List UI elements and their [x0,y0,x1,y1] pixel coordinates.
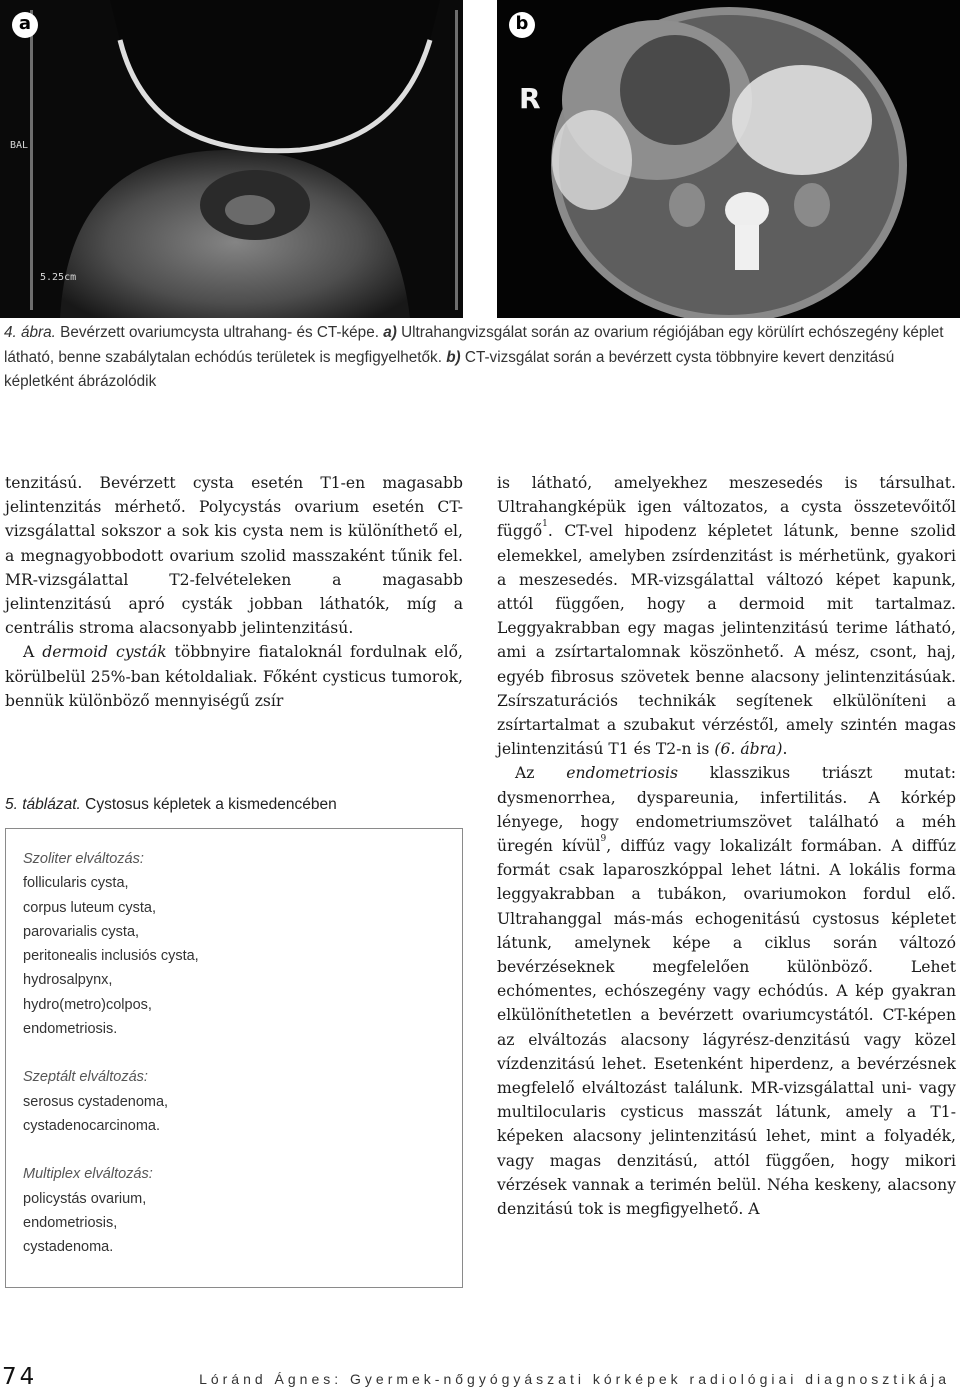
panel-a-label: a [12,12,38,38]
group-heading: Multiplex elváltozás: [23,1166,153,1183]
right-p2-a: Az [515,764,535,783]
ultrasound-image [0,0,463,318]
ultrasound-graphic [0,0,463,318]
table-item: endometriosis. [23,1021,118,1038]
figure-ref: (6. ábra) [714,740,783,759]
table-group [23,1065,462,1138]
reference-9: 9 [600,834,607,845]
ct-graphic [497,0,960,318]
group-heading: Szoliter elváltozás: [23,851,144,867]
left-p2-rest: többnyire fiataloknál fordulnak elő, körülbelül 25%-ban kétoldaliak. Főként cysticus tumorok, bennük különböző mennyiségű zsír [5,643,463,710]
right-p2-b: klasszikus triászt mutat: dysmenorrhea, dyspareunia, infertilitás. A kórkép lényege, hogy endometriumszövet található a méh üregén kívül [497,764,956,856]
panel-b-label: b [509,12,535,38]
table-item: hydrosalpynx, [23,972,113,989]
right-p2-c: , diffúz vagy lokalizált formában. A diffúz formát csak laparoszkóppal lehet látni. A lokális forma leggyakrabban a tubákon, ovariumokon fordul elő. Ultrahanggal más-más echogenitású cystosus képletet látunk, amelynek képe a ciklus során változó bevérzéseknek megfelelően különböző. Lehet echómentes, echószegény vagy echódús. A kép gyakran elkülöníthetetlen a bevérzett ovariumcystától. CT-képen az elváltozás alacsony lágyrész-denzitású vagy közel vízdenzitású lehet. Esetenként hiperdenz, a bevérzésnek megfelelő elváltozást találunk. MR-vizsgálattal uni- vagy multilocularis cysticus masszát látunk, amely a T1-képeken alacsony jelintenzitású lehet, mint a folyadék, vagy magas denzitású, attól függően, hogy mikori vérzések vannak a terimén belül. Néha keskeny, alacsony denzitású tok is megfigyelhető. A [497,837,956,1219]
left-paragraph-2 [5,640,463,713]
group-heading: Szeptált elváltozás: [23,1069,148,1086]
caption-b-label: b) [446,348,461,366]
ct-side-label: R [519,82,541,115]
left-p2-start: A [23,643,35,662]
right-p1-b: . CT-vel hipodenz képletet látunk, benne szolid elemekkel, amelyben zsírdenzitást is mérhetünk, gyakori a meszesedés. MR-vizsgálattal változó képet kapunk, attól függően, hogy a dermoid mit tartalmaz. Leggyakrabban egy magas jelintenzitású terime látható, ami a zsírtartalomnak köszönhető. A mész, csont, haj, egyéb fibrosus szövetek benne alacsony jelintenzitásúak. Zsírszaturációs technikák segítenek elkülöníteni a zsírtartalmat a szubakut vérzéstől, amely szintén magas jelintenzitású T1 és T2-n is [497,522,956,759]
reference-1: 1 [542,519,548,530]
ct-image [497,0,960,318]
table-item: endometriosis, [23,1214,118,1231]
table-item: hydro(metro)colpos, [23,996,152,1013]
page-footer [0,1364,960,1393]
table-number: 5. táblázat. [5,796,81,813]
table-item: parovarialis cysta, [23,923,140,940]
table-group [23,847,462,1041]
page-number: 74 [2,1364,38,1390]
table-item: policystás ovarium, [23,1190,147,1207]
right-paragraph-1 [497,471,956,761]
table-item: serosus cystadenoma, [23,1093,169,1110]
table-title-text: Cystosus képletek a kismedencében [85,796,337,813]
table-item: follicularis cysta, [23,875,129,892]
right-p1-a: is látható, amelyekhez meszesedés is társulhat. Ultrahangképük igen változatos, a cysta összetevőitől függő [497,474,956,541]
caption-lead: 4. ábra. [4,324,56,341]
us-depth-label: 5.25cm [40,272,77,283]
caption-b-text: CT-vizsgálat során a bevérzett cysta többnyire kevert denzitású képletként ábrázolódik [4,348,895,390]
right-paragraph-2 [497,761,956,1221]
us-side-label: BAL [10,140,29,151]
figure-caption [4,321,956,395]
right-p1-end: . [782,740,788,759]
left-paragraph-1: tenzitású. Bevérzett cysta esetén T1-en magasabb jelintenzitás mérhető. Polycystás ovarium esetén CT-vizsgálattal sokszor a sok kis cysta nem is különíthető el, a megnagyobbodott ovarium szolid masszaként tűnik fel. MR-vizsgálattal T2-felvételeken a magasabb jelintenzitású apró cysták jobban láthatók, míg a centrális stroma alacsonyabb jelintenzitású. [5,474,463,638]
caption-a-label: a) [383,324,397,341]
table-group [23,1162,462,1259]
table-item: cystadenoma. [23,1239,114,1256]
running-title: Lóránd Ágnes: Gyermek-nőgyógyászati kórképek radiológiai diagnosztikája [199,1371,950,1387]
cyst-table [5,828,463,1288]
caption-title: Bevérzett ovariumcysta ultrahang- és CT-képe. [60,324,379,341]
term-dermoid: dermoid cysták [42,643,167,662]
table-item: peritonealis inclusiós cysta, [23,948,199,965]
term-endometriosis: endometriosis [566,764,678,783]
right-column [497,471,956,1221]
caption-a-text: Ultrahangvizsgálat során az ovarium régiójában egy körülírt echószegény képlet látható, benne szabálytalan echódús területek is megfigyelhetők. [4,324,944,366]
left-column [5,471,463,713]
table-item: corpus luteum cysta, [23,899,156,916]
table-title [5,796,337,814]
table-item: cystadenocarcinoma. [23,1117,161,1134]
